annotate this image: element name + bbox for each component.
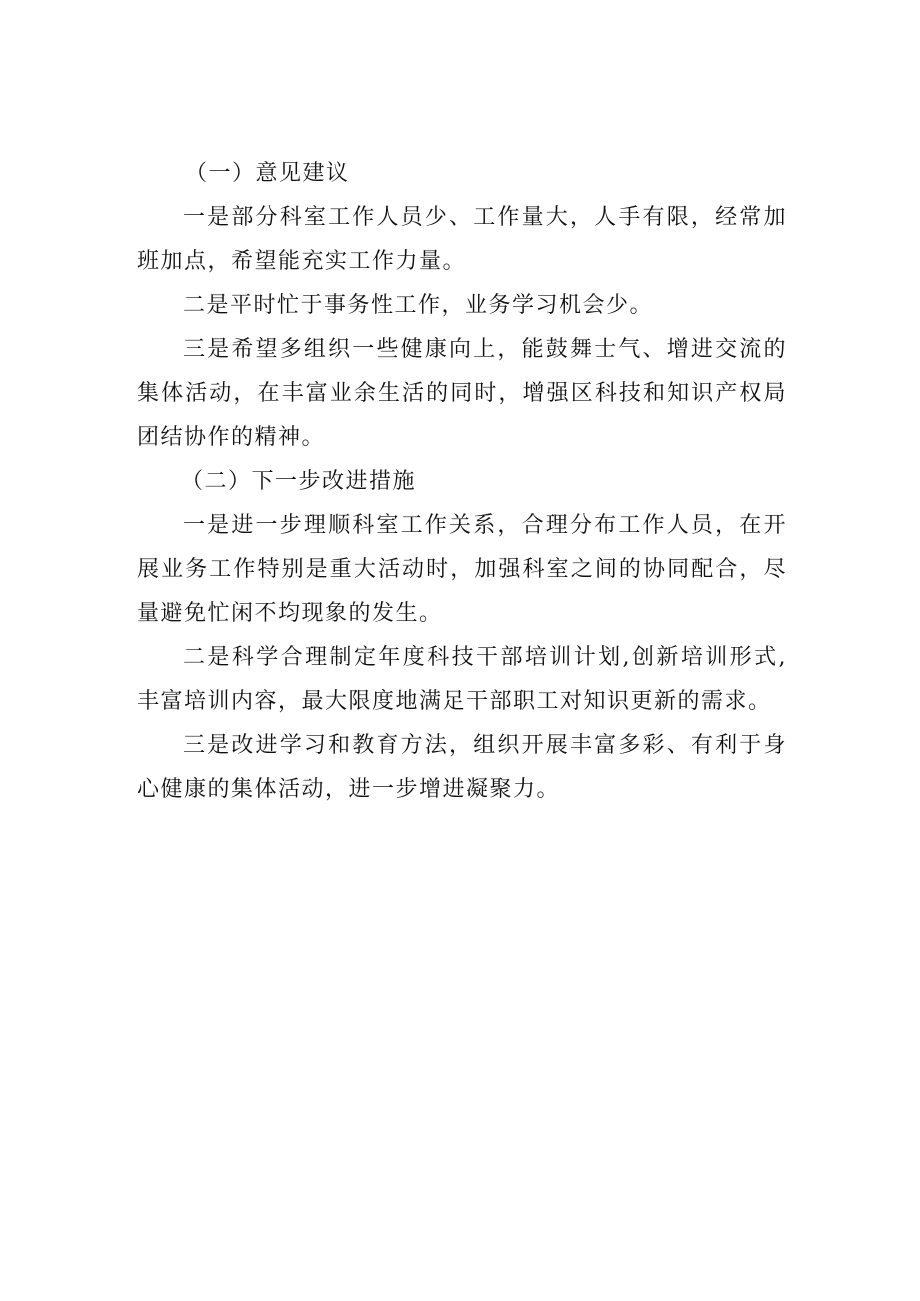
paragraph-improvement-3: 三是改进学习和教育方法，组织开展丰富多彩、有利于身心健康的集体活动，进一步增进凝聚力。 [137,733,787,802]
paragraph-improvement-1: 一是进一步理顺科室工作关系，合理分布工作人员，在开展业务工作特别是重大活动时，加强科室之间的协同配合，尽量避免忙闲不均现象的发生。 [137,513,787,626]
document-body [137,152,787,812]
paragraph-opinion-3: 三是希望多组织一些健康向上，能鼓舞士气、增进交流的集体活动，在丰富业余生活的同时，增强区科技和知识产权局团结协作的精神。 [137,337,787,450]
section-heading-improvements: （二）下一步改进措施 [181,469,417,494]
paragraph-opinion-1: 一是部分科室工作人员少、工作量大，人手有限，经常加班加点，希望能充实工作力量。 [137,205,787,274]
paragraph-improvement-2: 二是科学合理制定年度科技干部培训计划,创新培训形式,丰富培训内容，最大限度地满足干部职工对知识更新的需求。 [137,645,787,714]
section-heading-opinions: （一）意见建议 [185,161,350,186]
paragraph-opinion-2: 二是平时忙于事务性工作，业务学习机会少。 [183,293,654,318]
